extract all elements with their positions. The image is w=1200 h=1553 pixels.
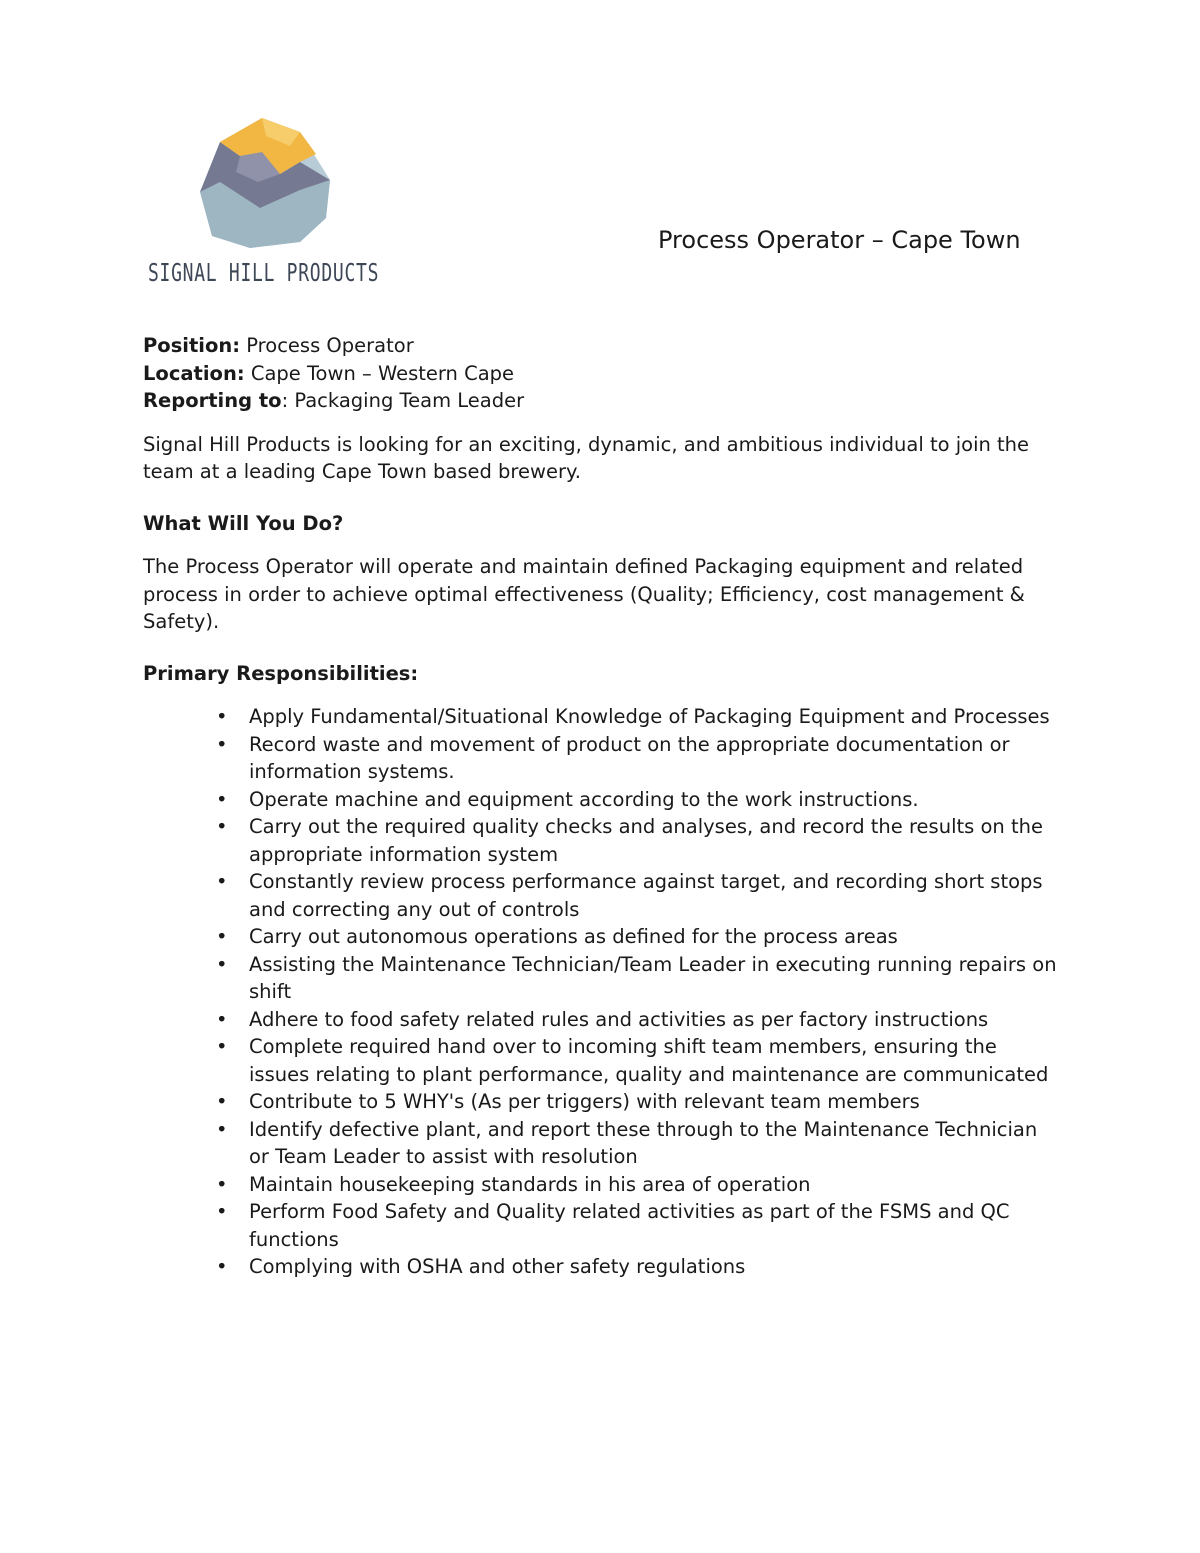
bullet-icon: • — [216, 1117, 228, 1141]
list-item-text: Maintain housekeeping standards in his area of operation — [249, 1172, 811, 1196]
list-item-text: Operate machine and equipment according to the work instructions. — [249, 787, 919, 811]
bullet-icon: • — [216, 1172, 228, 1196]
list-item-text: Carry out autonomous operations as defined for the process areas — [249, 925, 898, 948]
position-line — [143, 332, 1063, 360]
list-item-text: Record waste and movement of product on the appropriate documentation or information systems. — [249, 732, 1010, 783]
company-logo — [140, 112, 390, 292]
list-item-text: Identify defective plant, and report these through to the Maintenance Technician or Team Leader to assist with resolution — [249, 1117, 1038, 1168]
responsibilities-list — [143, 703, 1063, 1281]
list-item — [216, 1116, 1063, 1171]
bullet-icon: • — [216, 952, 228, 976]
position-label: Position: — [143, 334, 241, 357]
what-will-you-do-paragraph: The Process Operator will operate and maintain defined Packaging equipment and related process in order to achieve optimal effectiveness (Quality; Efficiency, cost management & Safety). — [143, 555, 1025, 633]
list-item — [216, 923, 1063, 951]
list-item — [216, 1171, 1063, 1199]
location-line — [143, 360, 1063, 388]
bullet-icon: • — [216, 1007, 228, 1031]
list-item-text: Adhere to food safety related rules and activities as per factory instructions — [249, 1007, 989, 1031]
list-item — [216, 731, 1063, 786]
location-label: Location: — [143, 361, 245, 385]
bullet-icon: • — [216, 705, 228, 728]
document-body — [143, 332, 1063, 1281]
bullet-icon: • — [216, 925, 228, 948]
list-item — [216, 1006, 1063, 1034]
bullet-icon: • — [216, 870, 228, 893]
bullet-icon: • — [216, 1200, 228, 1223]
bullet-icon: • — [216, 815, 228, 838]
bullet-icon: • — [216, 1255, 228, 1278]
list-item-text: Perform Food Safety and Quality related activities as part of the FSMS and QC functions — [249, 1200, 1010, 1251]
list-item-text: Complete required hand over to incoming shift team members, ensuring the issues relating to plant performance, quality and maintenance are communicated — [249, 1035, 1049, 1086]
reporting-label: Reporting to — [143, 389, 282, 412]
list-item — [216, 868, 1063, 923]
what-will-you-do-heading: What Will You Do? — [143, 511, 344, 535]
position-value: Process Operator — [240, 334, 414, 357]
responsibilities-heading: Primary Responsibilities: — [143, 661, 419, 685]
list-item-text: Contribute to 5 WHY's (As per triggers) with relevant team members — [249, 1090, 920, 1113]
list-item — [216, 1033, 1063, 1088]
document-title: Process Operator – Cape Town — [658, 226, 1021, 254]
list-item — [216, 703, 1063, 731]
list-item — [216, 786, 1063, 814]
list-item — [216, 813, 1063, 868]
reporting-value: : Packaging Team Leader — [281, 389, 525, 412]
bullet-icon: • — [216, 1035, 228, 1058]
bullet-icon: • — [216, 787, 228, 811]
list-item — [216, 1198, 1063, 1253]
list-item — [216, 1253, 1063, 1281]
list-item — [216, 1088, 1063, 1116]
intro-paragraph: Signal Hill Products is looking for an exciting, dynamic, and ambitious individual to join the team at a leading Cape Town based brewery. — [143, 432, 1030, 483]
list-item-text: Complying with OSHA and other safety regulations — [249, 1255, 746, 1278]
reporting-line — [143, 387, 1063, 415]
logo-emblem-icon — [140, 112, 390, 252]
list-item-text: Apply Fundamental/Situational Knowledge of Packaging Equipment and Processes — [249, 705, 1050, 728]
list-item — [216, 951, 1063, 1006]
logo-wordmark: SIGNAL HILL PRODUCTS — [148, 258, 380, 287]
list-item-text: Constantly review process performance against target, and recording short stops and correcting any out of controls — [249, 870, 1043, 921]
bullet-icon: • — [216, 732, 228, 756]
location-value: Cape Town – Western Cape — [244, 361, 515, 385]
bullet-icon: • — [216, 1090, 228, 1113]
list-item-text: Assisting the Maintenance Technician/Team Leader in executing running repairs on shift — [249, 952, 1057, 1003]
list-item-text: Carry out the required quality checks and analyses, and record the results on the appropriate information system — [249, 815, 1043, 866]
